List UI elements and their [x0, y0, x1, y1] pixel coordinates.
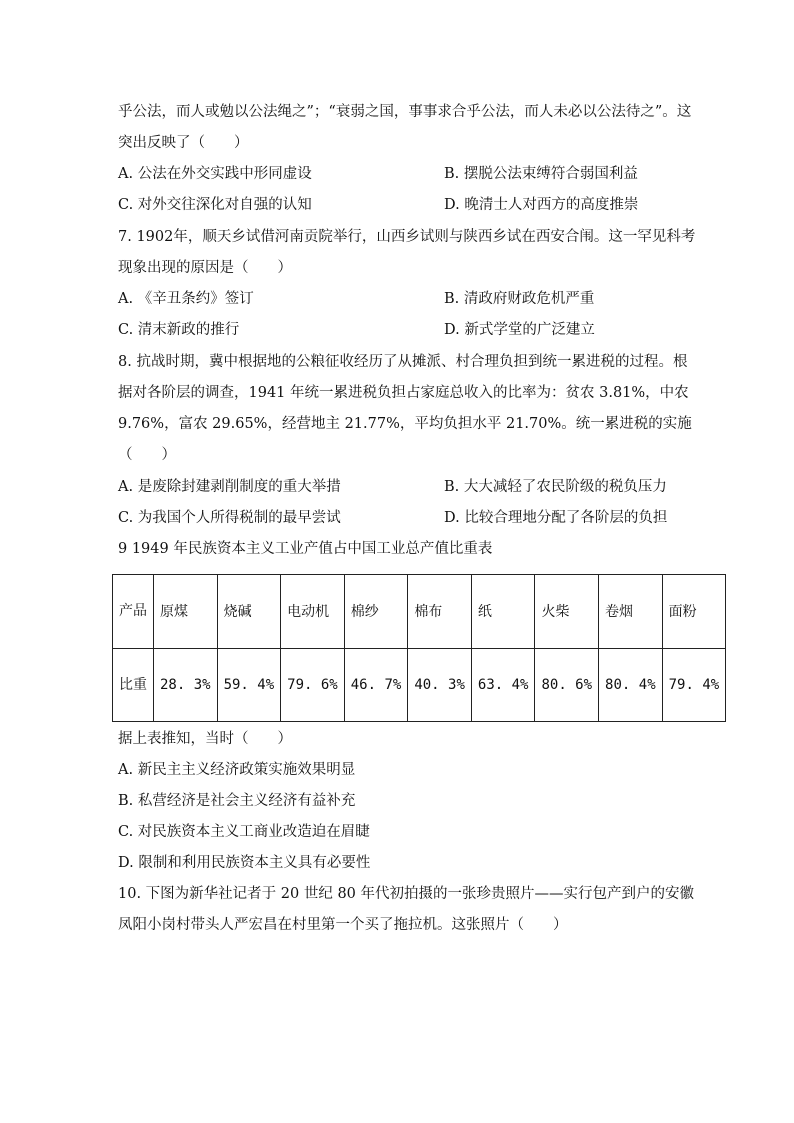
q8-stem-line2: 据对各阶层的调查，1941 年统一累进税负担占家庭总收入的比率为：贫农 3.81%，中农: [118, 385, 689, 401]
q8-option-b[interactable]: B. 大大减轻了农民阶级的税负压力: [444, 479, 667, 495]
product-cell: 电动机: [281, 575, 345, 649]
product-cell: 卷烟: [599, 575, 663, 649]
share-cell: 79. 4%: [662, 648, 726, 722]
q8-stem-line1: 8. 抗战时期，冀中根据地的公粮征收经历了从摊派、村合理负担到统一累进税的过程。根: [118, 354, 688, 370]
q8-option-a[interactable]: A. 是废除封建剥削制度的重大举措: [118, 479, 341, 495]
q7-option-c[interactable]: C. 清末新政的推行: [118, 322, 240, 338]
q9-option-b[interactable]: B. 私营经济是社会主义经济有益补充: [118, 793, 356, 809]
share-cell: 63. 4%: [471, 648, 535, 722]
q6-option-d[interactable]: D. 晚清士人对西方的高度推崇: [444, 197, 639, 213]
q6-option-b[interactable]: B. 摆脱公法束缚符合弱国利益: [444, 166, 638, 182]
q8-option-d[interactable]: D. 比较合理地分配了各阶层的负担: [444, 510, 668, 526]
q10-stem-line1: 10. 下图为新华社记者于 20 世纪 80 年代初拍摄的一张珍贵照片——实行包产到户的安徽: [118, 886, 695, 902]
share-cell: 80. 6%: [535, 648, 599, 722]
q6-stem-line1: 乎公法，而人或勉以公法绳之”；“衰弱之国，事事求合乎公法，而人未必以公法待之”。这: [118, 104, 692, 120]
row-header-products: 产品: [113, 575, 154, 649]
product-cell: 纸: [471, 575, 535, 649]
q7-option-d[interactable]: D. 新式学堂的广泛建立: [444, 322, 595, 338]
share-cell: 79. 6%: [281, 648, 345, 722]
share-cell: 28. 3%: [154, 648, 218, 722]
product-cell: 烧碱: [217, 575, 281, 649]
q7-option-a[interactable]: A. 《辛丑条约》签订: [118, 291, 254, 307]
q9-stem: 据上表推知，当时（ ）: [118, 731, 292, 747]
row-header-shares: 比重: [113, 648, 154, 722]
share-cell: 40. 3%: [408, 648, 472, 722]
q6-option-a[interactable]: A. 公法在外交实践中形同虚设: [118, 166, 312, 182]
table-row-shares: [113, 648, 726, 722]
q6-option-c[interactable]: C. 对外交往深化对自强的认知: [118, 197, 312, 213]
q9-share-table: [112, 574, 726, 722]
q9-option-a[interactable]: A. 新民主主义经济政策实施效果明显: [118, 762, 356, 778]
q8-stem-line4: （ ）: [118, 447, 176, 463]
q9-table-title: 9 1949 年民族资本主义工业产值占中国工业总产值比重表: [118, 541, 493, 557]
q7-stem-line1: 7. 1902年，顺天乡试借河南贡院举行，山西乡试则与陕西乡试在西安合闱。这一罕见科考: [118, 229, 696, 245]
q8-option-c[interactable]: C. 为我国个人所得税制的最早尝试: [118, 510, 341, 526]
product-cell: 原煤: [154, 575, 218, 649]
q9-option-d[interactable]: D. 限制和利用民族资本主义具有必要性: [118, 855, 371, 871]
q7-stem-line2: 现象出现的原因是（ ）: [118, 260, 292, 276]
q7-option-b[interactable]: B. 清政府财政危机严重: [444, 291, 595, 307]
product-cell: 火柴: [535, 575, 599, 649]
product-cell: 面粉: [662, 575, 726, 649]
product-cell: 棉纱: [344, 575, 408, 649]
q9-option-c[interactable]: C. 对民族资本主义工商业改造迫在眉睫: [118, 824, 370, 840]
share-cell: 59. 4%: [217, 648, 281, 722]
q8-stem-line3: 9.76%，富农 29.65%，经营地主 21.77%，平均负担水平 21.70%。统一累进税的实施: [118, 416, 692, 432]
share-cell: 46. 7%: [344, 648, 408, 722]
share-cell: 80. 4%: [599, 648, 663, 722]
product-cell: 棉布: [408, 575, 472, 649]
q10-stem-line2: 凤阳小岗村带头人严宏昌在村里第一个买了拖拉机。这张照片（ ）: [118, 917, 568, 933]
table-row-products: [113, 575, 726, 649]
q6-stem-line2: 突出反映了（ ）: [118, 135, 249, 151]
